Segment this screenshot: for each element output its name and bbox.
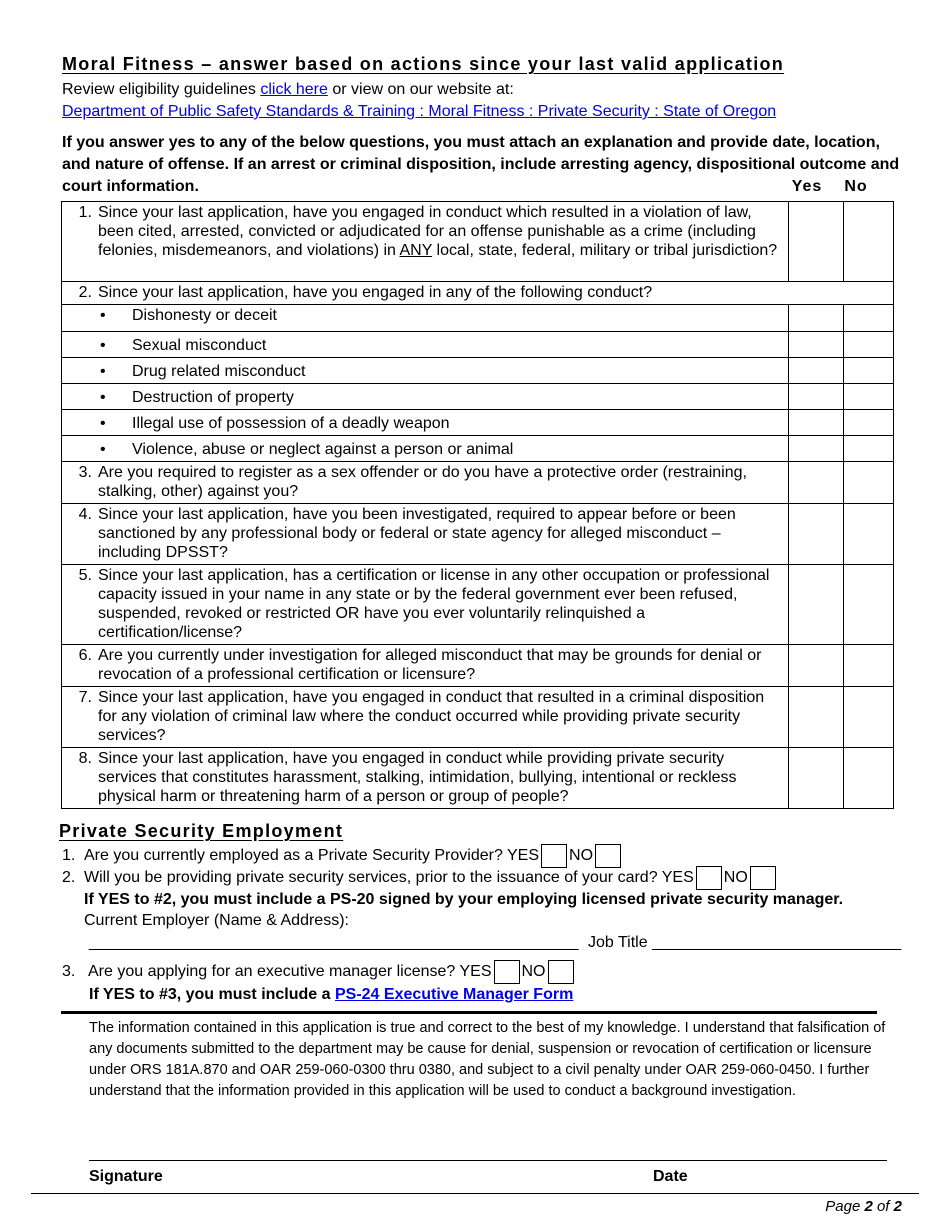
yes-answer-box[interactable]: [789, 305, 844, 332]
no-answer-box[interactable]: [844, 358, 894, 384]
question-text: Since your last application, have you engaged in conduct while providing private security services that constitutes harassment, stalking, intimidation, bullying, intentional or reckless physical harm or threatening harm of a person or group of people?: [98, 750, 737, 805]
review-prefix: Review eligibility guidelines: [62, 81, 261, 98]
employer-entry-line[interactable]: _______________________________________________________: [89, 934, 579, 951]
question-text: Will you be providing private security services, prior to the issuance of your card? YES: [84, 869, 694, 887]
bullet-icon: •: [100, 337, 106, 354]
no-label: NO: [569, 847, 594, 865]
signature-label: Signature: [89, 1168, 163, 1185]
employment-question-3: [62, 960, 576, 984]
table-row: [62, 305, 894, 332]
question-number: 1.: [62, 847, 76, 865]
no-answer-box[interactable]: [844, 504, 894, 565]
yes-answer-box[interactable]: [789, 504, 844, 565]
question-number: 6.: [78, 647, 92, 664]
table-row: [62, 645, 894, 687]
page-number: [825, 1197, 902, 1217]
no-label: NO: [521, 963, 546, 981]
question-text: Since your last application, have you engaged in any of the following conduct?: [98, 284, 653, 301]
bullet-icon: •: [100, 363, 106, 380]
table-row: [62, 332, 894, 358]
yes-answer-box[interactable]: [789, 462, 844, 504]
table-row: [62, 410, 894, 436]
question-number: 1.: [78, 204, 92, 221]
page-middle: of: [872, 1198, 894, 1215]
current-employer-label: Current Employer (Name & Address):: [84, 912, 349, 929]
question-text: Are you required to register as a sex offender or do you have a protective order (restraining, stalking, other) against you?: [98, 464, 747, 500]
question-cell: [62, 748, 789, 809]
question-cell: [62, 645, 789, 687]
question-text: Since your last application, have you been investigated, required to appear before or been sanctioned by any professional body or federal or state agency for alleged misconduct – including DPSST?: [98, 506, 736, 561]
no-checkbox[interactable]: [750, 866, 776, 890]
table-row: [62, 384, 894, 410]
ps24-note-prefix: If YES to #3, you must include a: [89, 986, 335, 1003]
question-cell: [62, 687, 789, 748]
ps20-requirement-note: If YES to #2, you must include a PS-20 signed by your employing licensed private security manager.: [84, 891, 844, 908]
bullet-text: Drug related misconduct: [132, 363, 306, 380]
yes-answer-box[interactable]: [789, 565, 844, 645]
date-label: Date: [653, 1168, 688, 1185]
question-number: 5.: [78, 567, 92, 584]
question-number: 3.: [78, 464, 92, 481]
question-text: [98, 203, 782, 260]
question-text: Are you currently employed as a Private Security Provider? YES: [84, 847, 540, 865]
question-number: 2.: [62, 869, 76, 887]
section-divider: [61, 1011, 877, 1014]
question-number: 4.: [78, 506, 92, 523]
column-header-no: No: [844, 178, 868, 195]
table-row: [62, 282, 894, 305]
bullet-text: Illegal use of possession of a deadly weapon: [132, 415, 450, 432]
certification-statement: The information contained in this application is true and correct to the best of my knowledge. I understand that falsification of any documents submitted to the department may be cause for denial, suspension or revocation of certification or licensure under ORS 181A.870 and OAR 259-060-0300 thru 0380, and subject to a civil penalty under OAR 259-060-0450. I further understand that the information provided in this application will be used to conduct a background investigation.: [89, 1020, 886, 1099]
no-answer-box[interactable]: [844, 305, 894, 332]
bullet-cell: [62, 410, 789, 436]
no-checkbox[interactable]: [548, 960, 574, 984]
yes-answer-box[interactable]: [789, 358, 844, 384]
page-total: 2: [893, 1198, 902, 1215]
bullet-cell: [62, 305, 789, 332]
yes-checkbox[interactable]: [696, 866, 722, 890]
no-answer-box[interactable]: [844, 462, 894, 504]
section-title-employment: Private Security Employment: [59, 821, 344, 841]
bullet-icon: •: [100, 415, 106, 432]
table-row: [62, 202, 894, 282]
yes-answer-box[interactable]: [789, 436, 844, 462]
bullet-text: Dishonesty or deceit: [132, 307, 277, 324]
question-cell: [62, 565, 789, 645]
bullet-icon: •: [100, 389, 106, 406]
question-number: 8.: [78, 750, 92, 767]
question-cell: [62, 462, 789, 504]
no-answer-box[interactable]: [844, 332, 894, 358]
no-answer-box[interactable]: [844, 202, 894, 282]
question-cell: [62, 282, 894, 305]
question-text: Are you applying for an executive manager license? YES: [88, 963, 492, 981]
no-answer-box[interactable]: [844, 687, 894, 748]
column-header-yes: Yes: [791, 178, 823, 195]
question-number: 7.: [78, 689, 92, 706]
table-row: [62, 462, 894, 504]
yes-answer-box[interactable]: [789, 687, 844, 748]
table-row: [62, 565, 894, 645]
no-checkbox[interactable]: [595, 844, 621, 868]
question-cell: [62, 504, 789, 565]
no-answer-box[interactable]: [844, 748, 894, 809]
bullet-cell: [62, 436, 789, 462]
question-text: Since your last application, have you engaged in conduct that resulted in a criminal disposition for any violation of criminal law where the conduct occurred while providing private security services?: [98, 689, 765, 744]
question-text-part: local, state, federal, military or tribal jurisdiction?: [432, 242, 778, 259]
bullet-icon: •: [100, 307, 106, 324]
yes-checkbox[interactable]: [494, 960, 520, 984]
footer-divider: [31, 1193, 919, 1194]
question-number: 3.: [62, 963, 76, 981]
bullet-cell: [62, 332, 789, 358]
bullet-icon: •: [100, 441, 106, 458]
dpsst-moral-fitness-link[interactable]: Department of Public Safety Standards & Training : Moral Fitness : Private Security : State of Oregon: [62, 103, 777, 120]
review-suffix: or view on our website at:: [327, 81, 514, 98]
table-row: [62, 687, 894, 748]
yes-answer-box[interactable]: [789, 202, 844, 282]
no-label: NO: [723, 869, 748, 887]
website-link-line: [62, 102, 776, 122]
question-number: 2.: [78, 284, 92, 301]
job-title-field[interactable]: Job Title ____________________________: [588, 934, 902, 951]
yes-answer-box[interactable]: [789, 748, 844, 809]
table-row: [62, 358, 894, 384]
ps24-form-link[interactable]: PS-24 Executive Manager Form: [334, 986, 574, 1003]
bullet-text: Sexual misconduct: [132, 337, 267, 354]
question-text: Are you currently under investigation for alleged misconduct that may be grounds for denial or revocation of a professional certification or licensure?: [98, 647, 762, 683]
question-text: Since your last application, has a certification or license in any other occupation or professional capacity issued in your name in any state or by the federal government ever been refused, suspended, revoked or restricted OR have you ever voluntarily relinquished a certification/license?: [98, 567, 770, 641]
bullet-text: Violence, abuse or neglect against a person or animal: [132, 441, 514, 458]
table-row: [62, 748, 894, 809]
yes-answer-box[interactable]: [789, 410, 844, 436]
yes-checkbox[interactable]: [541, 844, 567, 868]
yes-answer-box[interactable]: [789, 332, 844, 358]
table-row: [62, 436, 894, 462]
question-text-emphasis: ANY: [399, 242, 433, 259]
no-answer-box[interactable]: [844, 645, 894, 687]
section-title-moral-fitness: Moral Fitness – answer based on actions since your last valid application: [62, 54, 785, 74]
page-prefix: Page: [825, 1198, 865, 1215]
click-here-link[interactable]: click here: [260, 81, 328, 98]
ps24-requirement-note: [89, 985, 573, 1005]
instructions-paragraph: If you answer yes to any of the below questions, you must attach an explanation and provide date, location, and nature of offense. If an arrest or criminal disposition, include arresting agency, dispositional outcome and court information.: [62, 134, 900, 195]
moral-fitness-table: [61, 201, 894, 809]
yes-answer-box[interactable]: [789, 645, 844, 687]
question-cell: [62, 202, 789, 282]
question-text-part: Since your last application, have you engaged in conduct which resulted in a violation of law, been cited, arrested, convicted or adjudicated for an offense punishable as a crime (including felonies, misdemeanors, and violations) in: [98, 204, 756, 259]
signature-line[interactable]: [89, 1160, 887, 1161]
no-answer-box[interactable]: [844, 384, 894, 410]
page-current: 2: [864, 1198, 873, 1215]
employment-question-2: [62, 866, 778, 890]
yes-answer-box[interactable]: [789, 384, 844, 410]
bullet-cell: [62, 358, 789, 384]
bullet-cell: [62, 384, 789, 410]
employment-question-1: [62, 844, 623, 868]
bullet-text: Destruction of property: [132, 389, 294, 406]
table-row: [62, 504, 894, 565]
no-answer-box[interactable]: [844, 410, 894, 436]
no-answer-box[interactable]: [844, 436, 894, 462]
no-answer-box[interactable]: [844, 565, 894, 645]
review-guidelines-line: [62, 80, 514, 100]
